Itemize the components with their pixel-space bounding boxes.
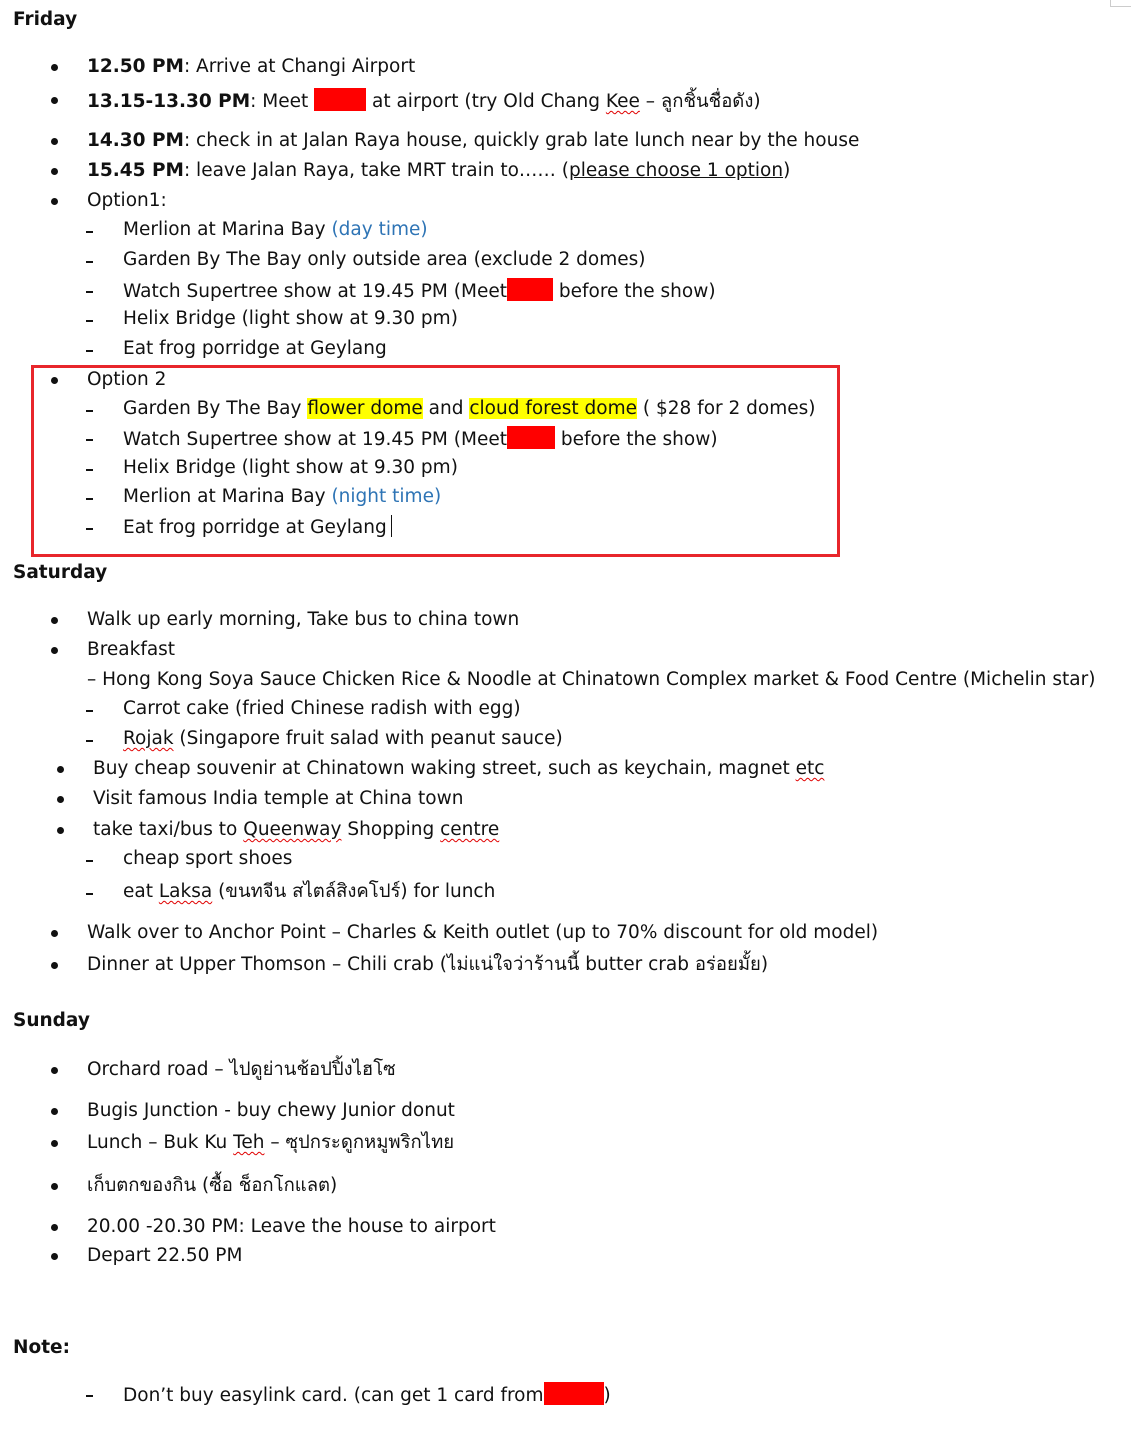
breakfast-chicken-rice: – Hong Kong Soya Sauce Chicken Rice & Noodle at Chinatown Complex market & Food Centre (Michelin star) (87, 669, 1096, 690)
dash (86, 710, 93, 712)
option2-supertree: Watch Supertree show at 19.45 PM (Meet before the show) (123, 426, 718, 452)
option2-garden-domes: Garden By The Bay flower dome and cloud forest dome ( $28 for 2 domes) (123, 398, 816, 419)
saturday-item-breakfast: Breakfast (87, 639, 176, 660)
page-corner-mark (1110, 0, 1131, 7)
bullet (51, 64, 58, 71)
queenway-shoes: cheap sport shoes (123, 848, 293, 869)
option1-porridge: Eat frog porridge at Geylang (123, 338, 387, 359)
saturday-item-walk: Walk up early morning, Take bus to china town (87, 609, 520, 630)
dash (86, 261, 93, 263)
bullet (51, 647, 58, 654)
option1-merlion: Merlion at Marina Bay (day time) (123, 219, 428, 240)
redaction-box (507, 426, 555, 449)
bullet (51, 1108, 58, 1115)
option2-label: Option 2 (87, 369, 167, 390)
dash (86, 469, 93, 471)
dash (86, 893, 93, 895)
bullet (51, 1183, 58, 1190)
bullet (51, 930, 58, 937)
bullet (51, 1224, 58, 1231)
redaction-box (507, 278, 553, 301)
option2-merlion: Merlion at Marina Bay (night time) (123, 486, 442, 507)
dash (86, 498, 93, 500)
bullet (51, 1067, 58, 1074)
bullet (51, 1140, 58, 1147)
dash (86, 860, 93, 862)
dash (86, 291, 93, 293)
bullet (51, 962, 58, 969)
saturday-item-temple: Visit famous India temple at China town (93, 788, 464, 809)
bullet (57, 796, 64, 803)
bullet (51, 97, 58, 104)
friday-item-mrt: 15.45 PM: leave Jalan Raya, take MRT train to…… (please choose 1 option) (87, 160, 791, 181)
bullet (57, 827, 64, 834)
redaction-box (314, 88, 366, 111)
sunday-item-leave: 20.00 -20.30 PM: Leave the house to airport (87, 1216, 496, 1237)
queenway-laksa: eat Laksa (ขนทจีน สไตล์สิงคโปร์) for lunch (123, 881, 496, 902)
dash (86, 528, 93, 530)
sunday-item-orchard: Orchard road – ไปดูย่านช้อปปิ้งไฮโซ (87, 1059, 396, 1080)
dash (86, 231, 93, 233)
option2-helix: Helix Bridge (light show at 9.30 pm) (123, 457, 458, 478)
sunday-item-snacks: เก็บตกของกิน (ซื้อ ช็อกโกแลต) (87, 1175, 338, 1196)
sunday-item-depart: Depart 22.50 PM (87, 1245, 243, 1266)
bullet (51, 198, 58, 205)
bullet (51, 617, 58, 624)
sunday-item-lunch: Lunch – Buk Ku Teh – ซุปกระดูกหมูพริกไทย (87, 1132, 455, 1153)
bullet (51, 377, 58, 384)
dash (86, 320, 93, 322)
dash (86, 410, 93, 412)
breakfast-rojak: Rojak (Singapore fruit salad with peanut sauce) (123, 728, 563, 749)
friday-heading: Friday (13, 9, 78, 30)
dash (86, 1395, 93, 1397)
bullet (51, 138, 58, 145)
option1-garden: Garden By The Bay only outside area (exclude 2 domes) (123, 249, 646, 270)
dash (86, 439, 93, 441)
note-easylink: Don’t buy easylink card. (can get 1 card from ) (123, 1382, 611, 1408)
friday-item-meet: 13.15-13.30 PM: Meet at airport (try Old Chang Kee – ลูกชิ้นชื่อดัง) (87, 88, 761, 114)
note-heading: Note: (13, 1337, 70, 1358)
saturday-item-dinner: Dinner at Upper Thomson – Chili crab (ไม่แน่ใจว่าร้านนี้ butter crab อร่อยมั้ย) (87, 954, 769, 975)
option1-helix: Helix Bridge (light show at 9.30 pm) (123, 308, 458, 329)
friday-item-arrive: 12.50 PM: Arrive at Changi Airport (87, 56, 416, 77)
saturday-item-anchor-point: Walk over to Anchor Point – Charles & Keith outlet (up to 70% discount for old model) (87, 922, 879, 943)
saturday-heading: Saturday (13, 562, 108, 583)
friday-item-checkin: 14.30 PM: check in at Jalan Raya house, quickly grab late lunch near by the house (87, 130, 860, 151)
sunday-heading: Sunday (13, 1010, 90, 1031)
dash (86, 740, 93, 742)
saturday-item-queenway: take taxi/bus to Queenway Shopping centre (93, 819, 500, 840)
saturday-item-souvenir: Buy cheap souvenir at Chinatown waking street, such as keychain, magnet etc (93, 758, 825, 779)
redaction-box (544, 1382, 604, 1405)
bullet (51, 1253, 58, 1260)
bullet (57, 766, 64, 773)
option1-supertree: Watch Supertree show at 19.45 PM (Meet before the show) (123, 278, 716, 304)
text-cursor (391, 515, 392, 537)
dash (86, 350, 93, 352)
option2-porridge[interactable]: Eat frog porridge at Geylang (123, 515, 392, 540)
breakfast-carrot-cake: Carrot cake (fried Chinese radish with egg) (123, 698, 521, 719)
sunday-item-bugis: Bugis Junction - buy chewy Junior donut (87, 1100, 455, 1121)
bullet (51, 168, 58, 175)
option1-label: Option1: (87, 190, 167, 211)
